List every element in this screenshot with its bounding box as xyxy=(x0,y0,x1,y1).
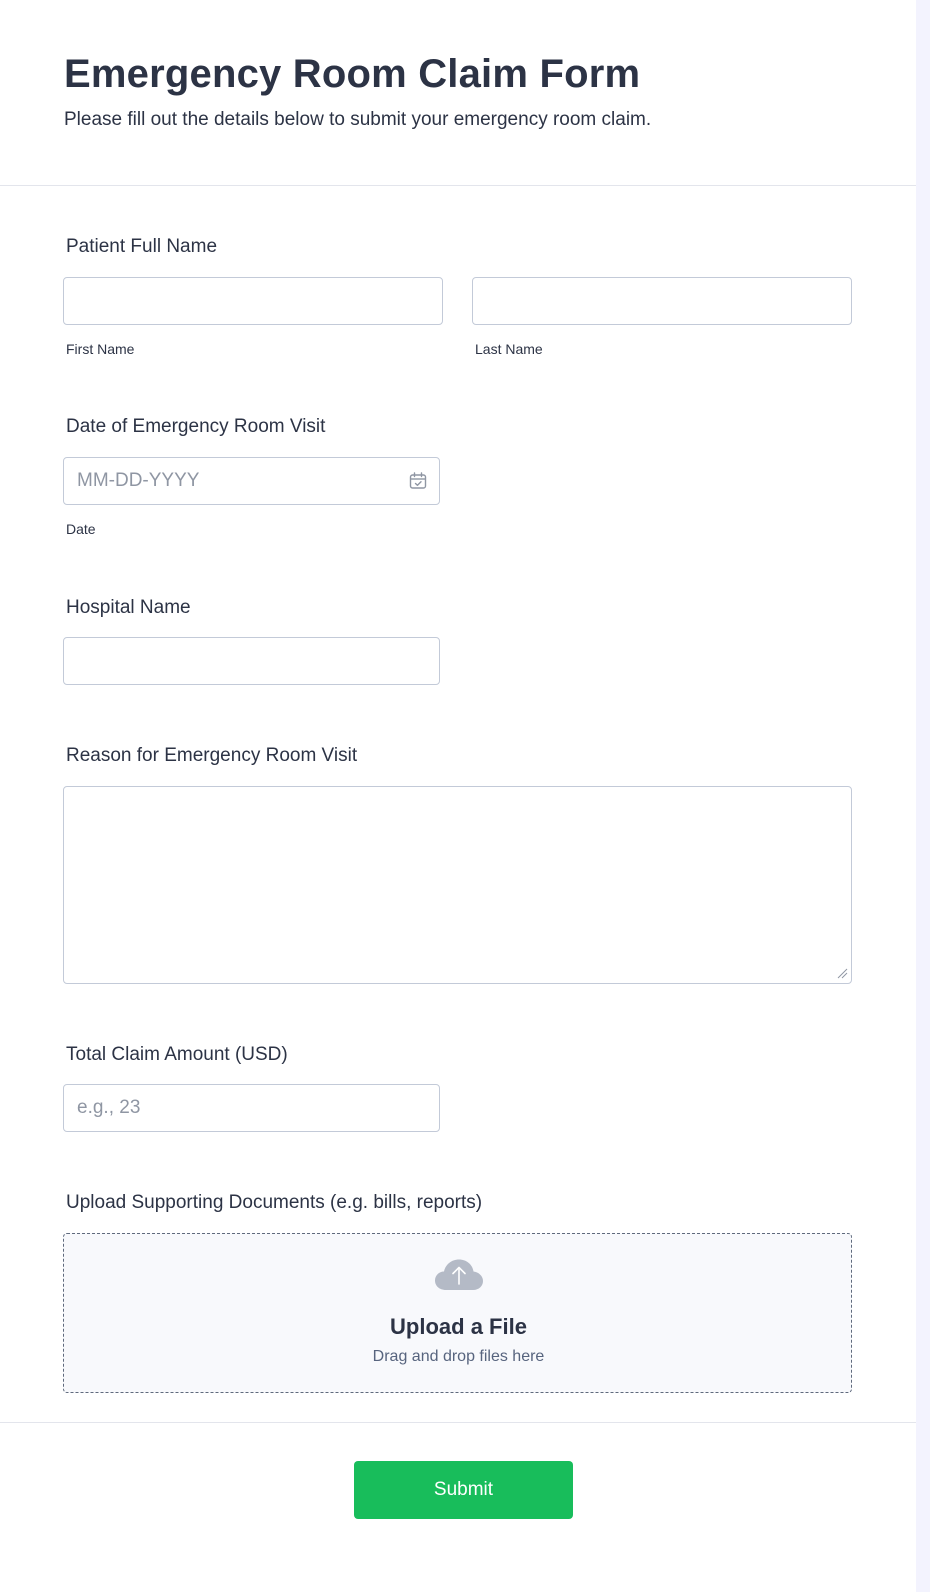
visit-date-sublabel: Date xyxy=(66,521,96,537)
reason-textarea[interactable] xyxy=(63,786,852,984)
claim-amount-label: Total Claim Amount (USD) xyxy=(66,1044,288,1065)
patient-name-label: Patient Full Name xyxy=(66,236,218,257)
visit-date-input[interactable] xyxy=(63,457,440,505)
file-upload-dropzone[interactable] xyxy=(63,1233,852,1393)
page-title: Emergency Room Claim Form xyxy=(64,52,641,96)
visit-date-label: Date of Emergency Room Visit xyxy=(66,416,326,437)
resize-grip-icon[interactable] xyxy=(836,967,848,979)
form-footer xyxy=(0,1422,916,1592)
calendar-icon[interactable] xyxy=(409,472,427,490)
page-subtitle: Please fill out the details below to submit your emergency room claim. xyxy=(64,109,652,130)
first-name-input[interactable] xyxy=(63,277,443,325)
reason-label: Reason for Emergency Room Visit xyxy=(66,745,358,766)
hospital-name-label: Hospital Name xyxy=(66,597,191,618)
last-name-input[interactable] xyxy=(472,277,852,325)
upload-label: Upload Supporting Documents (e.g. bills, reports) xyxy=(66,1192,483,1213)
last-name-sublabel: Last Name xyxy=(475,341,543,357)
claim-amount-input[interactable] xyxy=(63,1084,440,1132)
first-name-sublabel: First Name xyxy=(66,341,135,357)
hospital-name-input[interactable] xyxy=(63,637,440,685)
upload-hint: Drag and drop files here xyxy=(372,1348,545,1365)
cloud-upload-icon xyxy=(434,1258,484,1294)
submit-button[interactable]: Submit xyxy=(354,1461,573,1519)
form-header xyxy=(0,0,916,186)
upload-title: Upload a File xyxy=(390,1314,527,1339)
